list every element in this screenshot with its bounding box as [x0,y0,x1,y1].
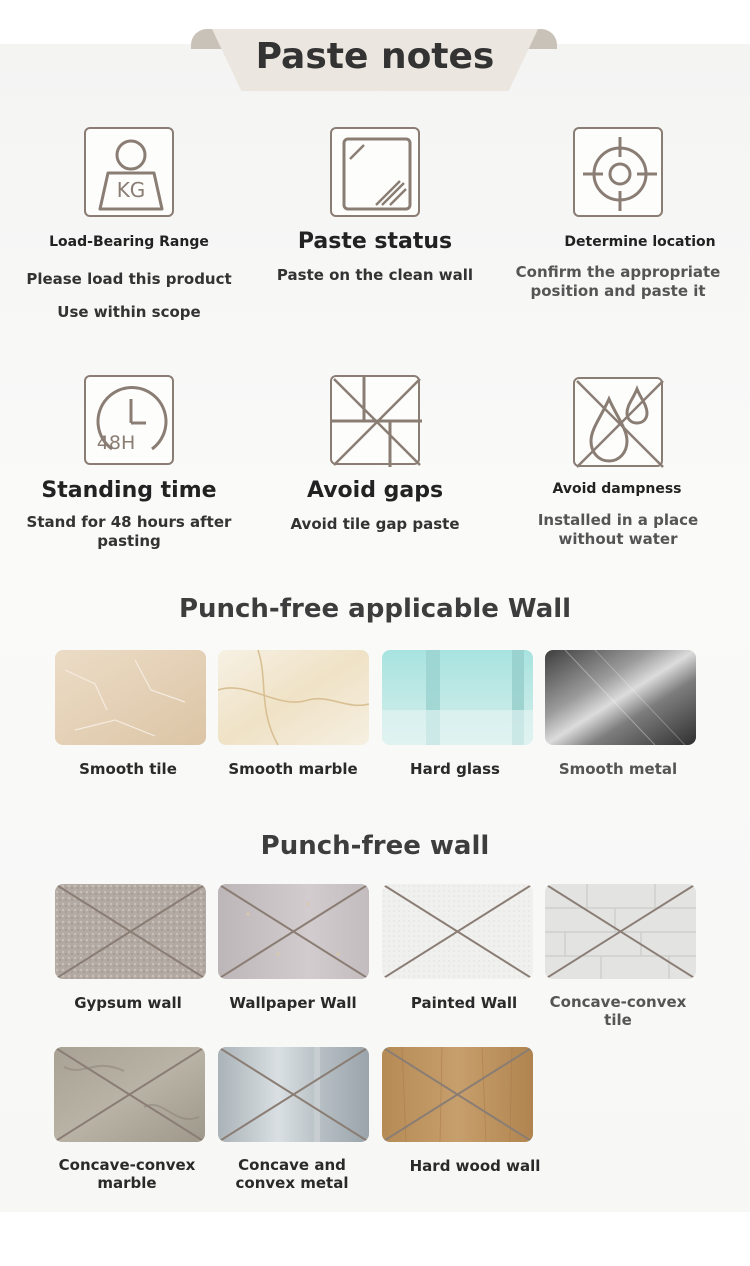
crosshair-icon [573,127,663,217]
swatch-smooth-metal [545,650,696,745]
glass-pane-icon [330,127,420,217]
tile-gap-icon [330,375,420,465]
note-standing-time [4,375,254,551]
swatch-smooth-tile [55,650,206,745]
caption-smooth-metal: Smooth metal [558,760,678,778]
note-desc: Stand for 48 hours after pasting [26,513,232,550]
punch-free-wall-title: Punch-free wall [260,831,490,861]
caption-smooth-marble: Smooth marble [228,760,358,778]
note-desc: Paste on the clean wall [276,266,474,284]
caption-painted-wall: Painted Wall [410,994,518,1012]
swatch-hard-glass [382,650,533,745]
note-desc: Confirm the appropriate position and paste it [515,263,721,300]
caption-wallpaper-wall: Wallpaper Wall [229,994,357,1012]
swatch-concave-convex-tile [545,884,696,979]
note-title: Load-Bearing Range [49,234,209,250]
kg-weight-icon [84,127,174,217]
note-desc: Avoid tile gap paste [290,515,460,533]
caption-concave-convex-tile: Concave-convex tile [549,993,687,1029]
note-avoid-dampness [493,377,743,549]
note-desc: Please load this product [26,270,232,288]
note-title: Standing time [41,478,217,503]
clock-48h-icon [84,375,174,465]
note-title: Paste status [297,229,453,254]
note-title: Avoid gaps [306,478,444,503]
swatch-concave-convex-metal [218,1047,369,1142]
swatch-painted-wall [382,884,533,979]
no-water-icon [573,377,663,467]
page-title: Paste notes [255,36,495,77]
note-avoid-gaps [250,375,500,534]
caption-concave-convex-metal: Concave and convex metal [235,1156,349,1192]
caption-gypsum-wall: Gypsum wall [74,994,182,1012]
note-desc: Use within scope [57,303,201,321]
note-title: Avoid dampness [552,481,682,497]
note-title: Determine location [564,234,716,250]
note-desc: Installed in a place without water [537,511,699,548]
svg-text:KG: KG [116,178,146,202]
caption-hard-glass: Hard glass [410,760,500,778]
svg-text:48H: 48H [96,432,136,454]
swatch-gypsum-wall [55,884,206,979]
swatch-concave-convex-marble [54,1047,205,1142]
caption-smooth-tile: Smooth tile [79,760,177,778]
note-load-bearing [4,127,254,322]
note-determine-location [493,127,743,301]
caption-hard-wood-wall: Hard wood wall [409,1157,541,1175]
swatch-wallpaper-wall [218,884,369,979]
swatch-smooth-marble [218,650,369,745]
applicable-wall-title: Punch-free applicable Wall [178,594,572,624]
caption-concave-convex-marble: Concave-convex marble [58,1156,196,1192]
swatch-hard-wood-wall [382,1047,533,1142]
note-paste-status [250,127,500,285]
